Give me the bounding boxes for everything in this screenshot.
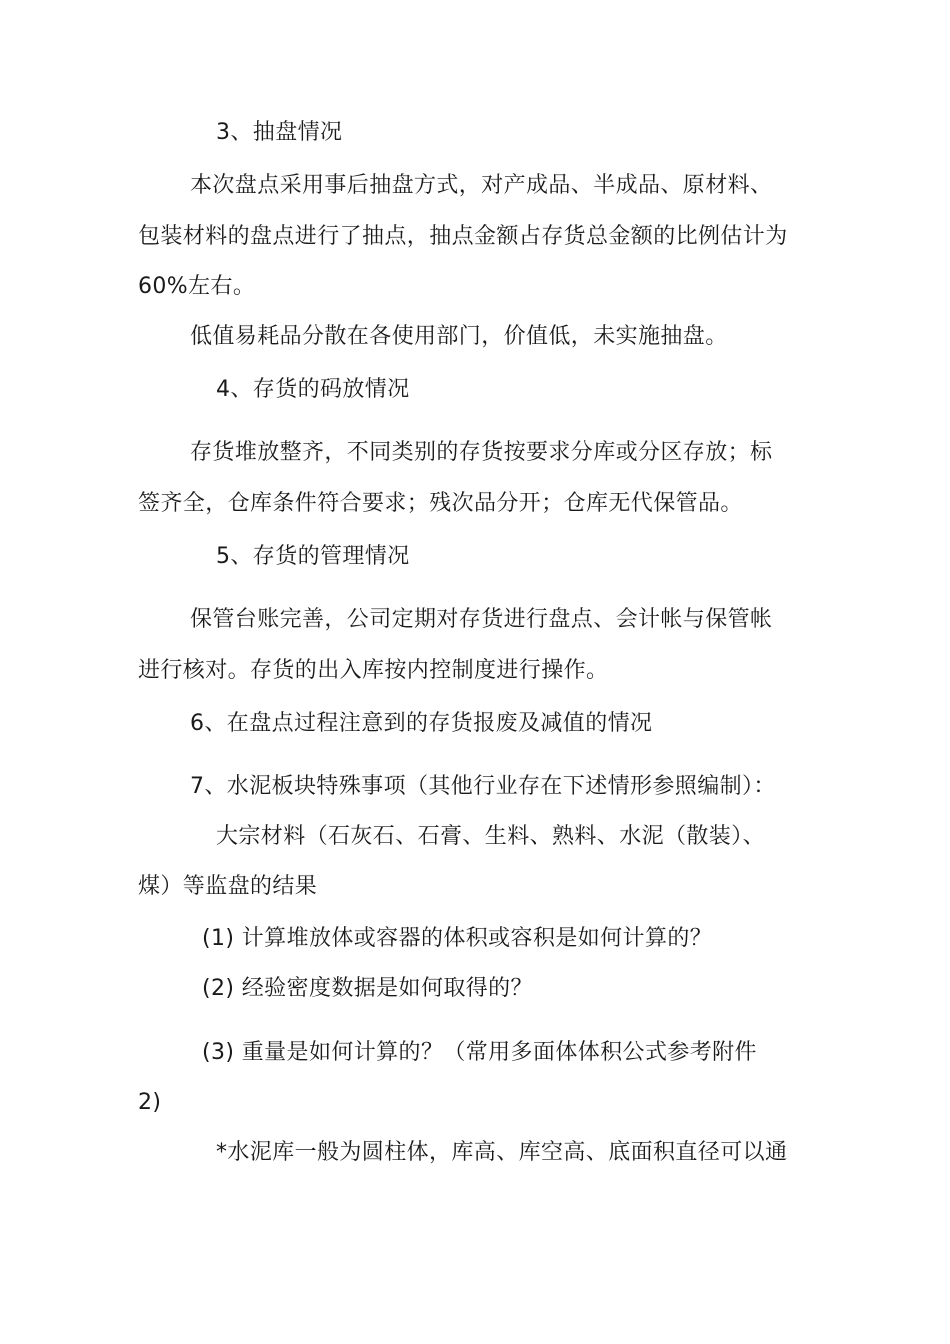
list-item-continuation: 2) [138,1090,162,1115]
heading-management: 5、存货的管理情况 [216,544,410,569]
paragraph-line: 低值易耗品分散在各使用部门，价值低，未实施抽盘。 [190,324,728,349]
paragraph-line: 本次盘点采用事后抽盘方式，对产成品、半成品、原材料、 [190,173,773,198]
paragraph-line: 签齐全，仓库条件符合要求；残次品分开；仓库无代保管品。 [138,491,743,516]
paragraph-line: 包装材料的盘点进行了抽点，抽点金额占存货总金额的比例估计为 [138,224,788,249]
paragraph-line: 煤）等监盘的结果 [138,874,318,899]
paragraph-line: 60%左右。 [138,274,256,299]
heading-impairment: 6、在盘点过程注意到的存货报废及减值的情况 [190,711,653,736]
heading-cement: 7、水泥板块特殊事项（其他行业存在下述情形参照编制）： [190,774,776,799]
heading-sampling: 3、抽盘情况 [216,120,343,145]
paragraph-line: 存货堆放整齐，不同类别的存货按要求分库或分区存放；标 [190,440,773,465]
paragraph-line: 保管台账完善，公司定期对存货进行盘点、会计帐与保管帐 [190,607,773,632]
paragraph-line: 大宗材料（石灰石、石膏、生料、熟料、水泥（散装）、 [216,824,766,849]
note-line: *水泥库一般为圆柱体，库高、库空高、底面积直径可以通 [216,1140,788,1165]
list-item: (3) 重量是如何计算的？（常用多面体体积公式参考附件 [202,1040,757,1065]
list-item: (2) 经验密度数据是如何取得的？ [202,976,533,1001]
list-item: (1) 计算堆放体或容器的体积或容积是如何计算的？ [202,926,713,951]
paragraph-line: 进行核对。存货的出入库按内控制度进行操作。 [138,658,609,683]
heading-stacking: 4、存货的码放情况 [216,377,410,402]
